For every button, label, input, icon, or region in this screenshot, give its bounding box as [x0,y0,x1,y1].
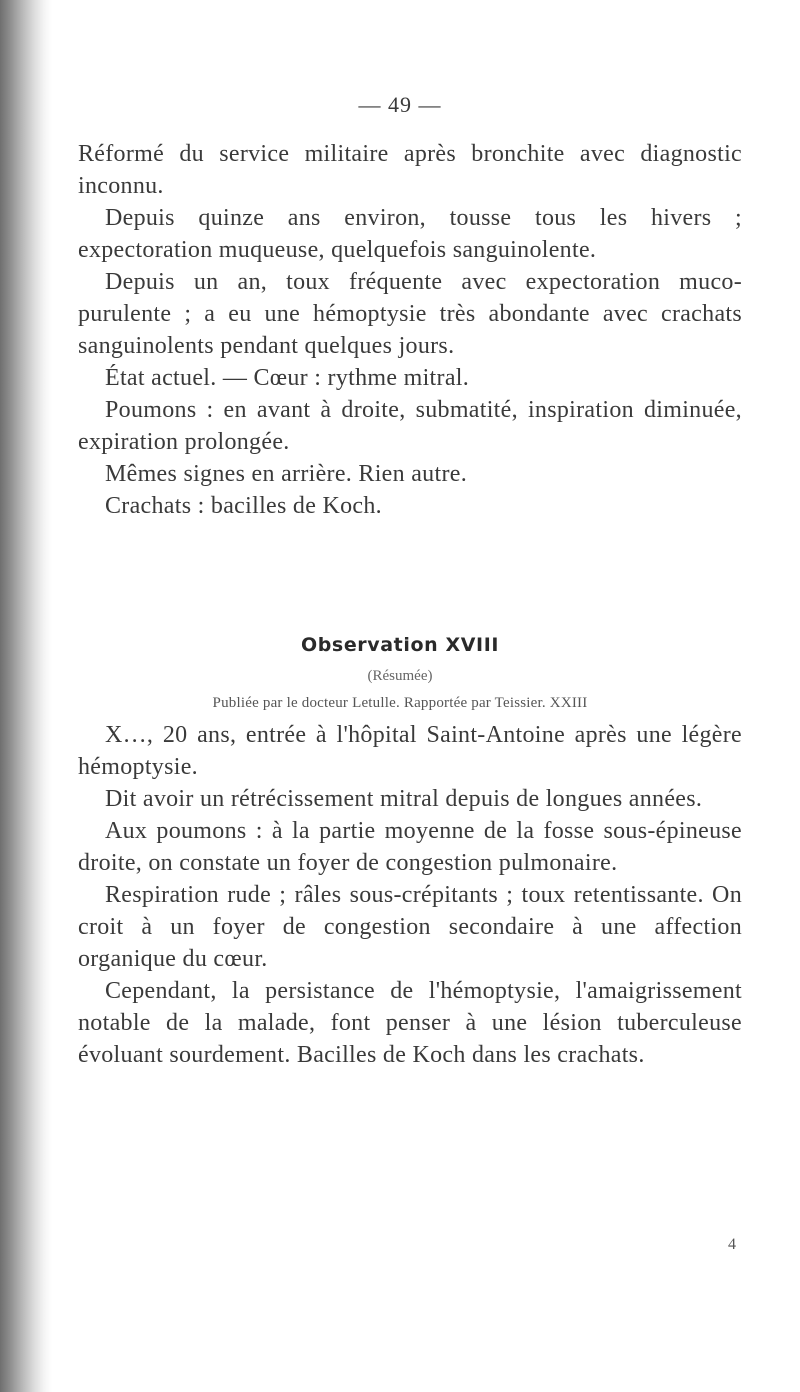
paragraph: Cependant, la persistance de l'hémoptysie, l'amaigrissement notable de la malade, font penser à une lésion tuberculeuse évoluant sourdement. Bacilles de Koch dans les crachats. [78,978,742,1068]
page-number: — 49 — [358,92,442,117]
paragraph: Depuis un an, toux fréquente avec expectoration muco-purulente ; a eu une hémoptysie très abondante avec crachats sanguinolents pendant quelques jours. [78,269,742,359]
paragraph: X…, 20 ans, entrée à l'hôpital Saint-Antoine après une légère hémoptysie. [78,722,742,780]
observation-body [78,719,742,1071]
observation-subtitle: (Résumée) [367,668,433,684]
paragraph: Respiration rude ; râles sous-crépitants ; toux retentissante. On croit à un foyer de congestion secondaire à une affection organique du cœur. [78,882,742,972]
paragraph: Aux poumons : à la partie moyenne de la fosse sous-épineuse droite, on constate un foyer de congestion pulmonaire. [78,818,742,876]
observation-title: Observation XVIII [300,634,500,656]
case-continuation [78,138,742,522]
paragraph: Dit avoir un rétrécissement mitral depuis de longues années. [105,786,703,812]
observation-source: Publiée par le docteur Letulle. Rapportée par Teissier. XXIII [212,695,588,711]
paragraph: État actuel. — Cœur : rythme mitral. [105,365,470,391]
paragraph: Poumons : en avant à droite, submatité, inspiration diminuée, expiration prolongée. [78,397,742,455]
paragraph: Crachats : bacilles de Koch. [105,493,382,519]
printer-signature-mark: 4 [728,1236,736,1253]
paragraph: Réformé du service militaire après bronchite avec diagnostic inconnu. [78,141,742,199]
paragraph: Depuis quinze ans environ, tousse tous les hivers ; expectoration muqueuse, quelquefois sanguinolente. [78,205,742,263]
paragraph: Mêmes signes en arrière. Rien autre. [105,461,467,487]
